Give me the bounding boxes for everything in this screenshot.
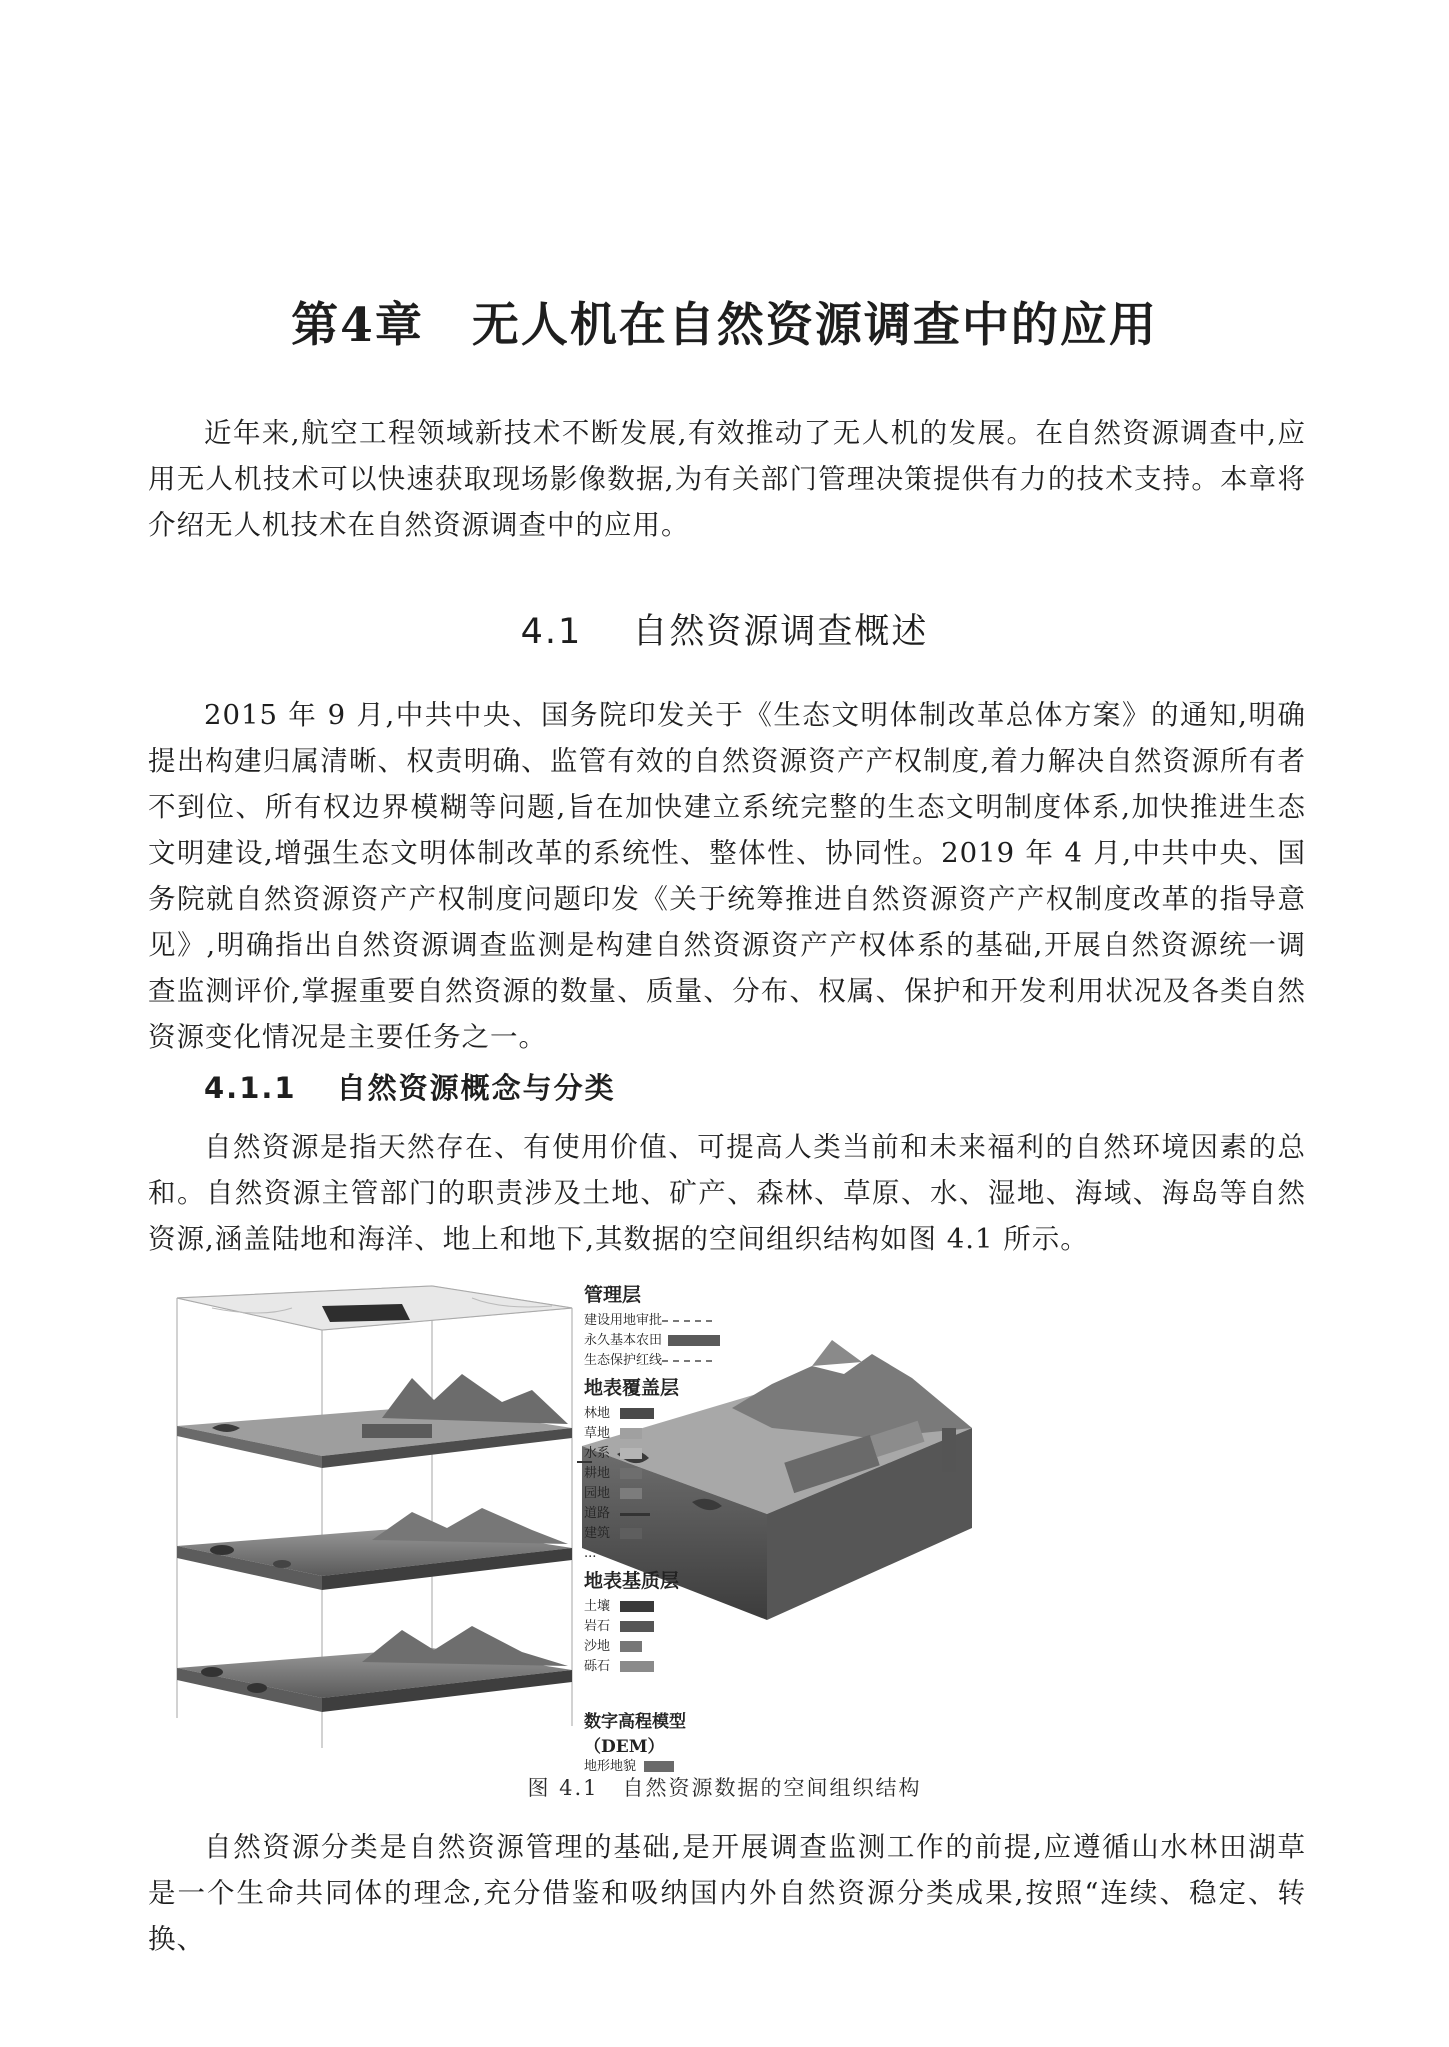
dashed-line-swatch [662,1320,712,1322]
chapter-title-text: 无人机在自然资源调查中的应用 [471,298,1158,353]
subsection-title: 自然资源概念与分类 [336,1071,616,1105]
chapter-number: 第4章 [291,298,424,353]
figure-spatial-structure [172,1278,1276,1774]
subsection-paragraph-2: 自然资源分类是自然资源管理的基础,是开展调查监测工作的前提,应遵循山水林田湖草是一个生命共同体的理念,充分借鉴和吸纳国内外自然资源分类成果,按照“连续、稳定、转换、 [148,1831,1306,1955]
legend-cover-title: 地表覆盖层 [584,1377,680,1399]
forest-swatch [620,1408,654,1419]
figure-caption-text: 自然资源数据的空间组织结构 [622,1776,922,1800]
subsection-heading [204,1066,616,1107]
legend-item: 草地 [584,1424,744,1444]
legend-item: 生态保护红线 [584,1351,744,1371]
subsection-number: 4.1.1 [204,1071,297,1105]
legend-item: 水系 [584,1444,744,1464]
section-title: 自然资源调查概述 [632,612,929,652]
subsection-paragraph-1: 自然资源是指天然存在、有使用价值、可提高人类当前和未来福利的自然环境因素的总和。自然资源主管部门的职责涉及土地、矿产、森林、草原、水、湿地、海域、海岛等自然资源,涵盖陆地和海洋、地上和地下,其数据的空间组织结构如图 4.1 所示。 [148,1131,1306,1255]
substrate-layer-plane [177,1508,572,1590]
legend-management-title: 管理层 [584,1284,642,1306]
legend-item: 地形地貌 [584,1757,744,1777]
management-layer-plane [177,1286,572,1330]
chapter-title [0,288,1449,355]
section-heading [0,604,1449,654]
legend-dem-title: 数字高程模型（DEM） [584,1712,686,1757]
grass-swatch [620,1428,642,1439]
legend-item: 园地 [584,1484,744,1504]
terrain-swatch [644,1761,674,1772]
cropland-swatch [620,1468,642,1479]
gravel-swatch [620,1661,654,1672]
legend-item: 永久基本农田 [584,1331,744,1351]
legend-item: ... [584,1546,597,1561]
legend-item: 砾石 [584,1657,744,1677]
legend-item: 沙地 [584,1637,744,1657]
figure-caption [0,1772,1449,1802]
soil-swatch [620,1601,654,1612]
farmland-swatch [668,1335,720,1346]
figure-number: 图 4.1 [527,1776,599,1800]
legend-item: 建设用地审批 [584,1311,744,1331]
legend-item: 耕地 [584,1464,744,1484]
building-swatch [620,1528,642,1539]
rock-swatch [620,1621,654,1632]
dashed-line-swatch [662,1360,712,1362]
figure-legend [584,1278,744,1777]
orchard-swatch [620,1488,642,1499]
legend-item: 岩石 [584,1617,744,1637]
legend-item: 土壤 [584,1597,744,1617]
section-number: 4.1 [520,612,583,652]
road-swatch [620,1513,650,1516]
intro-paragraph: 近年来,航空工程领域新技术不断发展,有效推动了无人机的发展。在自然资源调查中,应用无人机技术可以快速获取现场影像数据,为有关部门管理决策提供有力的技术支持。本章将介绍无人机技术在自然资源调查中的应用。 [148,417,1306,541]
water-swatch [620,1448,642,1459]
section-paragraph: 2015 年 9 月,中共中央、国务院印发关于《生态文明体制改革总体方案》的通知,明确提出构建归属清晰、权责明确、监管有效的自然资源资产产权制度,着力解决自然资源所有者不到位、所有权边界模糊等问题,旨在加快建立系统完整的生态文明制度体系,加快推进生态文明建设,增强生态文明体制改革的系统性、整体性、协同性。2019 年 4 月,中共中央、国务院就自然资源资产产权制度问题印发《关于统筹推进自然资源资产产权制度改革的指导意见》,明确指出自然资源调查监测是构建自然资源资产产权体系的基础,开展自然资源统一调查监测评价,掌握重要自然资源的数量、质量、分布、权属、保护和开发利用状况及各类自然资源变化情况是主要任务之一。 [148,699,1306,1053]
dem-layer-plane [177,1626,572,1712]
legend-item: 道路 [584,1504,744,1524]
sand-swatch [620,1641,642,1652]
legend-item: 林地 [584,1404,744,1424]
legend-item: 建筑 [584,1524,744,1544]
legend-substrate-title: 地表基质层 [584,1570,680,1592]
land-cover-layer-plane [177,1374,572,1468]
